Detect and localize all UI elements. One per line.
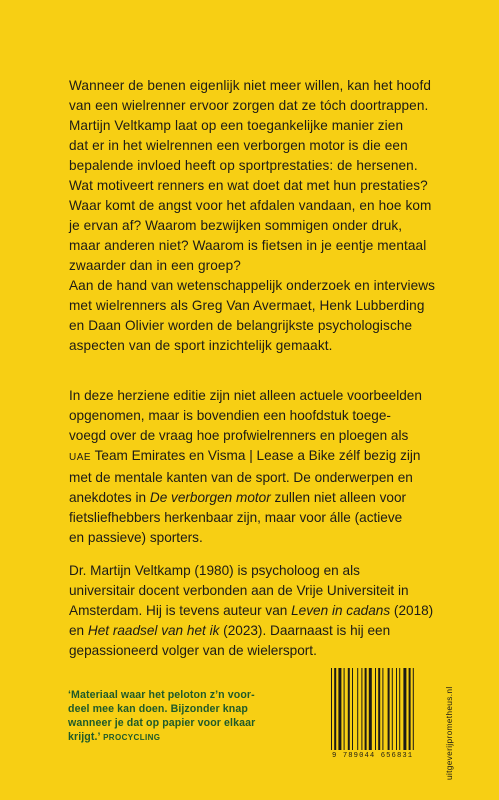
edition-line: en passieve) sporters. bbox=[69, 530, 203, 545]
blurb-line: met wielrenners als Greg Van Avermaet, Henk Lubberding bbox=[69, 298, 425, 313]
edition-line-text: Team Emirates en Visma | Lease a Bike zélf bezig zijn bbox=[91, 448, 421, 463]
barcode-bar bbox=[403, 668, 406, 750]
back-cover-blurb bbox=[69, 76, 447, 356]
author-line-text: Amsterdam. Hij is tevens auteur van bbox=[69, 603, 292, 618]
author-line: gepassioneerd volger van de wielersport. bbox=[69, 643, 317, 658]
author-line-text: (2018) bbox=[390, 603, 434, 618]
blurb-line: maar anderen niet? Waarom is fietsen in je eentje mentaal bbox=[69, 238, 427, 253]
barcode-bar bbox=[365, 668, 367, 750]
review-quote bbox=[68, 688, 298, 745]
book-title: De verborgen motor bbox=[149, 490, 271, 505]
barcode-bar bbox=[378, 668, 380, 750]
edition-line: fietsliefhebbers herkenbaar zijn, maar voor álle (actieve bbox=[69, 510, 403, 525]
blurb-line: aspecten van de sport inzichtelijk gemaakt. bbox=[69, 338, 333, 353]
barcode-bar bbox=[399, 668, 400, 750]
edition-line-text: zullen niet alleen voor bbox=[270, 490, 407, 505]
barcode-bar bbox=[382, 668, 383, 750]
quote-source: PROCYCLING bbox=[103, 733, 161, 742]
author-line-text: (2023). Daarnaast is hij een bbox=[219, 623, 391, 638]
edition-paragraph bbox=[69, 386, 449, 548]
quote-line: ‘Materiaal waar het peloton z’n voor- bbox=[68, 689, 255, 701]
barcode-bar bbox=[361, 668, 362, 750]
edition-line bbox=[69, 488, 449, 508]
isbn-barcode bbox=[329, 664, 433, 754]
blurb-line: bepalende invloed heeft op sportprestaties: de hersenen. bbox=[69, 158, 418, 173]
barcode-bar bbox=[348, 668, 350, 750]
team-abbreviation: UAE bbox=[69, 452, 92, 463]
barcode-bar bbox=[352, 668, 353, 750]
edition-line: opgenomen, maar is bovendien een hoofdstuk toege- bbox=[69, 408, 391, 423]
blurb-line: en Daan Olivier worden de belangrijkste psychologische bbox=[69, 318, 413, 333]
blurb-line: dat er in het wielrennen een verborgen motor is die een bbox=[69, 138, 408, 153]
book-title: Leven in cadans bbox=[291, 603, 391, 618]
author-bio bbox=[69, 561, 449, 661]
isbn-number: 9 789044 656831 bbox=[332, 752, 414, 760]
publisher-website: uitgeverijprometheus.nl bbox=[444, 686, 454, 780]
barcode-bar bbox=[375, 668, 376, 750]
barcode-bar bbox=[413, 668, 414, 750]
barcode-bar bbox=[331, 668, 332, 750]
quote-line bbox=[68, 730, 298, 745]
author-line: universitair docent verbonden aan de Vrije Universiteit in bbox=[69, 583, 409, 598]
book-title: Het raadsel van het ik bbox=[87, 623, 220, 638]
barcode-bar bbox=[357, 668, 358, 750]
blurb-line: Wanneer de benen eigenlijk niet meer willen, kan het hoofd bbox=[69, 78, 431, 93]
blurb-line: Wat motiveert renners en wat doet dat met hun prestaties? bbox=[69, 178, 428, 193]
edition-line bbox=[69, 446, 449, 468]
barcode-bar bbox=[338, 668, 341, 750]
author-line-text: en bbox=[69, 623, 88, 638]
blurb-line: je ervan af? Waarom bezwijken sommigen onder druk, bbox=[69, 218, 403, 233]
author-line: Dr. Martijn Veltkamp (1980) is psycholoog en als bbox=[69, 563, 360, 578]
barcode-bar bbox=[388, 668, 390, 750]
barcode-bar bbox=[334, 668, 336, 750]
blurb-line: Aan de hand van wetenschappelijk onderzoek en interviews bbox=[69, 278, 436, 293]
barcode-bar bbox=[344, 668, 345, 750]
blurb-line: van een wielrenner ervoor zorgen dat ze tóch doortrappen. bbox=[69, 98, 429, 113]
barcode-bar bbox=[392, 668, 393, 750]
edition-line: In deze herziene editie zijn niet alleen actuele voorbeelden bbox=[69, 388, 422, 403]
barcode-bar bbox=[409, 668, 411, 750]
author-line bbox=[69, 621, 449, 641]
edition-line-text: anekdotes in bbox=[69, 490, 150, 505]
barcode-bar bbox=[369, 668, 372, 750]
quote-line: deel mee kan doen. Bijzonder knap bbox=[68, 703, 248, 715]
barcode-bar bbox=[396, 668, 397, 750]
blurb-line: Martijn Veltkamp laat op een toegankelijke manier zien bbox=[69, 118, 404, 133]
edition-line: met de mentale kanten van de sport. De onderwerpen en bbox=[69, 470, 413, 485]
author-line bbox=[69, 601, 449, 621]
blurb-line: Waar komt de angst voor het afdalen vandaan, en hoe kom bbox=[69, 198, 432, 213]
blurb-line: zwaarder dan in een groep? bbox=[69, 258, 241, 273]
edition-line: voegd over de vraag hoe profwielrenners en ploegen als bbox=[69, 428, 409, 443]
quote-line-text: krijgt.’ bbox=[68, 731, 101, 743]
quote-line: wanneer je dat op papier voor elkaar bbox=[68, 717, 256, 729]
